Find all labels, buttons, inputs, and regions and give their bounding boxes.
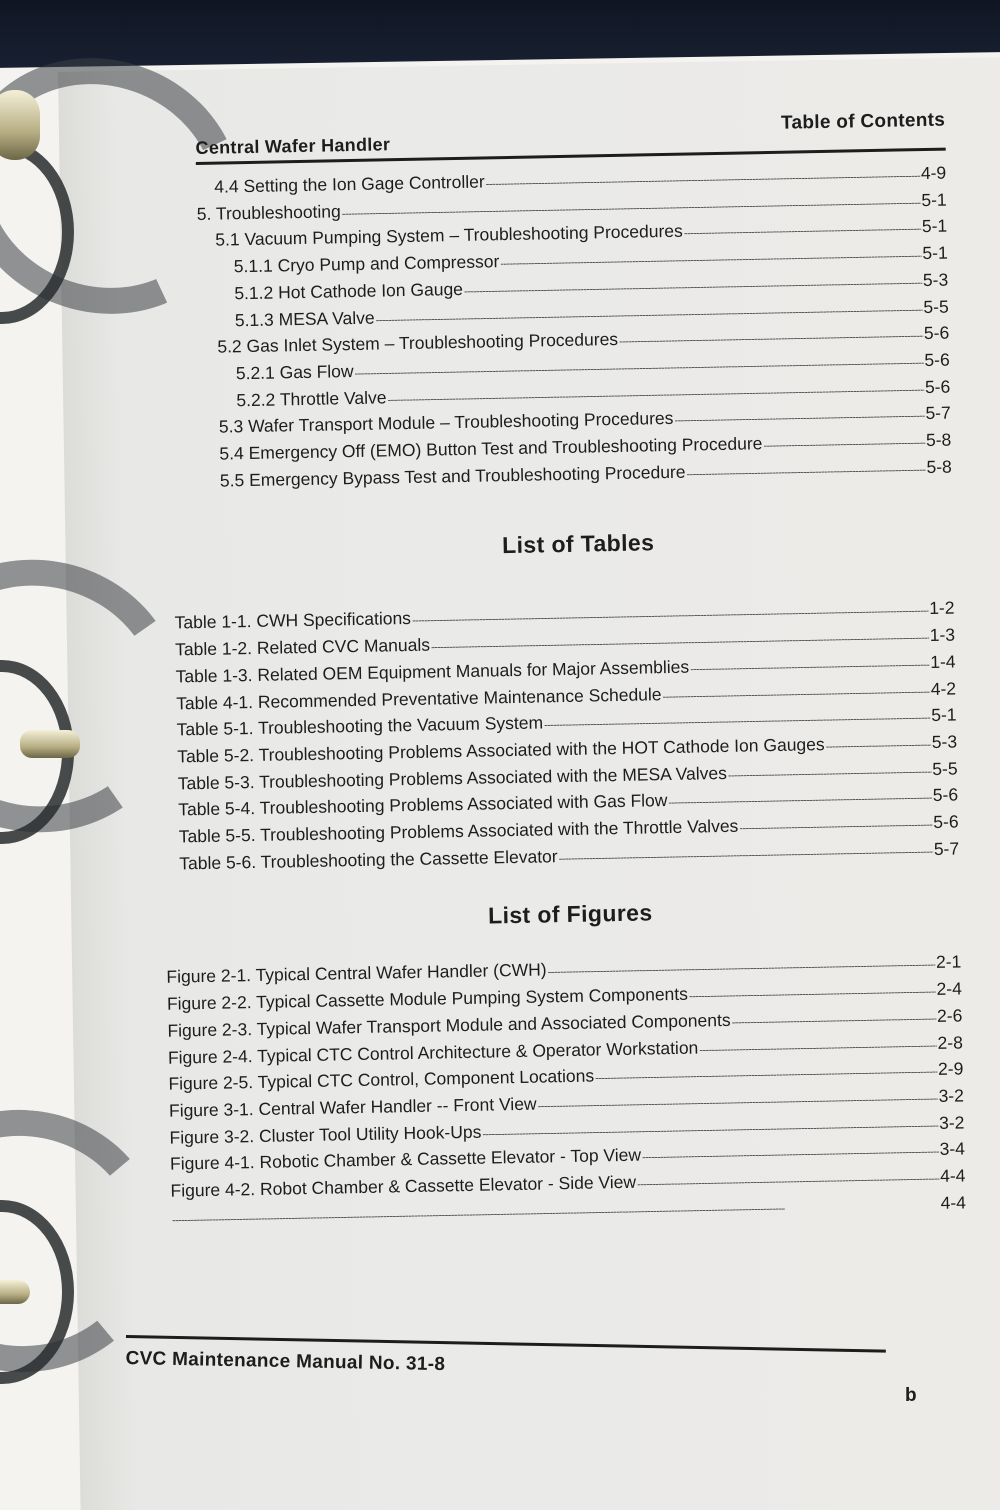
footer-manual-number: CVC Maintenance Manual No. 31-8 bbox=[125, 1347, 446, 1376]
table-entry-title: Table 5-5. Troubleshooting Problems Associated with the Throttle Valves bbox=[178, 815, 739, 847]
figure-entry-title: Figure 2-1. Typical Central Wafer Handler (CWH) bbox=[166, 959, 547, 988]
toc-entry-title: 5.1.2 Hot Cathode Ion Gauge bbox=[234, 278, 464, 304]
figure-entry-title: Figure 4-1. Robotic Chamber & Cassette Elevator - Top View bbox=[169, 1145, 642, 1175]
figure-entry-title: Figure 2-5. Typical CTC Control, Component Locations bbox=[168, 1065, 595, 1094]
figure-entry-page: 4-4 bbox=[939, 1165, 966, 1186]
toc-entry-title: 5.1.1 Cryo Pump and Compressor bbox=[233, 251, 500, 277]
toc-entry-page: 5-7 bbox=[925, 402, 951, 424]
toc-entry-title: 5.3 Wafer Transport Module – Troubleshooting Procedures bbox=[218, 408, 674, 437]
dot-leader bbox=[699, 1035, 937, 1063]
binder-ring-icon bbox=[20, 730, 80, 758]
figure-entry-title: Figure 3-2. Cluster Tool Utility Hook-Ups bbox=[169, 1121, 482, 1148]
list-of-figures-heading: List of Figures bbox=[487, 899, 653, 929]
table-entry-title: Table 1-3. Related OEM Equipment Manuals for Major Assemblies bbox=[175, 656, 690, 687]
page-number: b bbox=[905, 1385, 917, 1406]
figure-entry-page: 2-8 bbox=[937, 1032, 964, 1053]
binder-ring-icon bbox=[0, 90, 40, 160]
table-entry-page: 1-4 bbox=[930, 651, 956, 672]
toc-entry-title: 5.4 Emergency Off (EMO) Button Test and Troubleshooting Procedure bbox=[219, 433, 763, 464]
table-entry-title: Table 1-1. CWH Specifications bbox=[174, 608, 412, 633]
figure-entry-page: 3-2 bbox=[938, 1085, 965, 1106]
toc-entry-page: 5-1 bbox=[922, 242, 948, 264]
toc-entry-title: 5.5 Emergency Bypass Test and Troubleshooting Procedure bbox=[219, 461, 686, 491]
table-entry-title: Table 5-1. Troubleshooting the Vacuum System bbox=[176, 712, 544, 740]
table-entry-title: Table 1-2. Related CVC Manuals bbox=[174, 634, 431, 660]
binder-ring-icon bbox=[0, 1280, 30, 1304]
dot-leader bbox=[763, 432, 925, 459]
toc-entry-page: 5-3 bbox=[922, 269, 949, 290]
toc-entry-page: 5-6 bbox=[924, 349, 950, 370]
dot-leader bbox=[689, 981, 936, 1009]
toc-entry-page: 5-1 bbox=[921, 189, 947, 210]
toc-entry-title: 5.2.2 Throttle Valve bbox=[236, 387, 387, 410]
toc-entry-page: 5-6 bbox=[923, 322, 950, 344]
figures-list bbox=[166, 951, 966, 1233]
toc-entry-page: 4-9 bbox=[920, 162, 947, 184]
toc-entry-title: 5.2.1 Gas Flow bbox=[235, 360, 354, 384]
toc-entry-page: 5-5 bbox=[923, 296, 949, 317]
dot-leader bbox=[728, 761, 932, 789]
table-entry-page: 5-7 bbox=[933, 838, 960, 859]
table-entry-title: Table 5-6. Troubleshooting the Cassette Elevator bbox=[179, 845, 558, 874]
figure-entry-title: Figure 2-3. Typical Wafer Transport Module and Associated Components bbox=[167, 1009, 731, 1041]
dot-leader bbox=[690, 654, 930, 682]
figure-entry-title: Figure 3-1. Central Wafer Handler -- Front View bbox=[168, 1093, 537, 1121]
toc-entry-title: 4.4 Setting the Ion Gage Controller bbox=[214, 171, 485, 197]
dot-leader bbox=[674, 405, 925, 433]
table-entry-page: 5-3 bbox=[931, 731, 958, 752]
dot-leader bbox=[684, 218, 922, 246]
table-entry-page: 4-2 bbox=[930, 678, 957, 699]
dot-leader bbox=[686, 459, 925, 487]
table-entry-page: 1-2 bbox=[929, 597, 955, 619]
figure-entry-title: Figure 2-2. Typical Cassette Module Pumping System Components bbox=[166, 983, 689, 1014]
section-title: Table of Contents bbox=[780, 109, 946, 134]
dot-leader bbox=[739, 814, 932, 841]
toc-entry-title: 5.1 Vacuum Pumping System – Troubleshooting Procedures bbox=[215, 221, 683, 251]
figure-entry-title: Figure 2-4. Typical CTC Control Architecture & Operator Workstation bbox=[167, 1037, 699, 1068]
manual-title: Central Wafer Handler bbox=[195, 134, 391, 158]
figure-entry-page: 2-9 bbox=[937, 1058, 964, 1080]
toc-entry-title: 5. Troubleshooting bbox=[196, 200, 341, 224]
toc-entry-title: 5.2 Gas Inlet System – Troubleshooting Procedures bbox=[217, 329, 619, 357]
table-entry-page: 5-6 bbox=[933, 811, 959, 833]
toc-list bbox=[196, 162, 952, 497]
figure-entry-page: 3-4 bbox=[939, 1138, 966, 1160]
figure-entry-page: 3-2 bbox=[938, 1112, 965, 1133]
table-entry-page: 5-6 bbox=[932, 784, 959, 806]
toc-entry-page: 5-1 bbox=[921, 215, 948, 237]
table-entry-title: Table 5-4. Troubleshooting Problems Associated with Gas Flow bbox=[178, 790, 668, 820]
toc-entry-page: 5-8 bbox=[925, 429, 952, 451]
tables-list bbox=[174, 597, 959, 879]
list-of-tables-heading: List of Tables bbox=[501, 529, 655, 559]
figure-entry-page: 2-6 bbox=[936, 1005, 963, 1026]
table-entry-page: 5-1 bbox=[931, 704, 957, 726]
figure-entry-page: 2-4 bbox=[936, 978, 963, 1000]
dot-leader bbox=[731, 1008, 936, 1036]
figure-entry-page: 2-1 bbox=[935, 951, 962, 973]
toc-entry-title: 5.1.3 MESA Valve bbox=[234, 307, 375, 330]
dot-leader bbox=[826, 734, 932, 760]
figure-entry-title: Figure 4-2. Robot Chamber & Cassette Elevator - Side View bbox=[170, 1171, 637, 1201]
table-entry-page: 1-3 bbox=[929, 624, 956, 646]
table-entry-title: Table 5-3. Troubleshooting Problems Associated with the MESA Valves bbox=[177, 762, 728, 794]
toc-entry-page: 5-8 bbox=[926, 456, 952, 477]
table-entry-page: 5-5 bbox=[932, 758, 958, 779]
figure-entry-page: 4-4 bbox=[940, 1192, 967, 1213]
toc-entry-page: 5-6 bbox=[924, 376, 951, 397]
dot-leader bbox=[668, 787, 932, 816]
table-entry-title: Table 4-1. Recommended Preventative Maintenance Schedule bbox=[175, 683, 662, 714]
table-entry-title: Table 5-2. Troubleshooting Problems Associated with the HOT Cathode Ion Gauges bbox=[177, 733, 825, 767]
page-content bbox=[166, 106, 967, 1233]
